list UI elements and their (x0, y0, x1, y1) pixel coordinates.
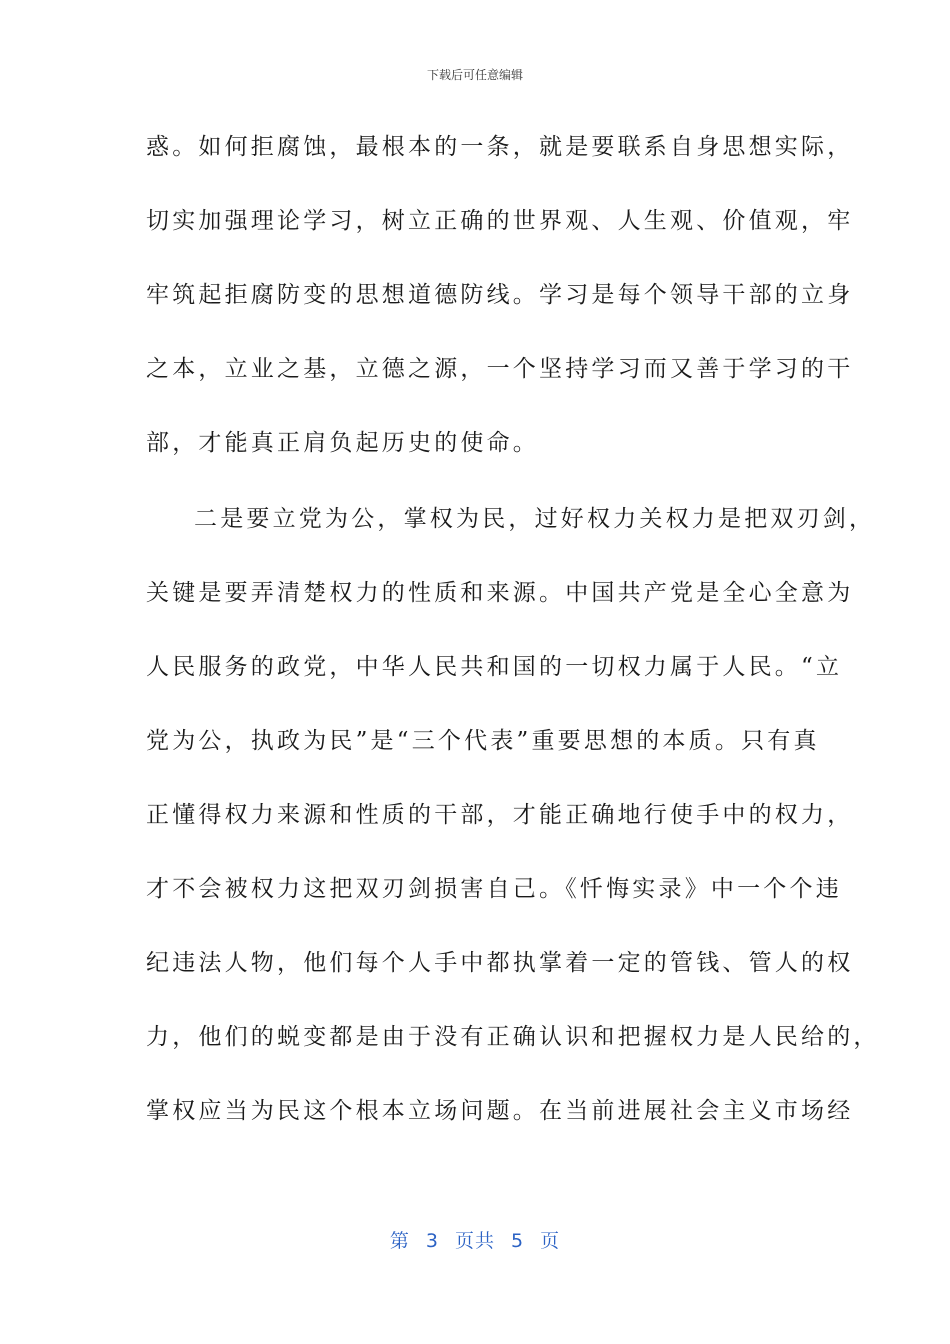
footer-total-pages: 5 (511, 1230, 525, 1252)
footer-middle: 页共 (454, 1230, 495, 1252)
body-line: 惑。如何拒腐蚀，最根本的一条，就是要联系自身思想实际， (146, 134, 854, 160)
page-header: 下载后可任意编辑 (426, 68, 523, 82)
footer-suffix: 页 (540, 1230, 561, 1252)
body-line: 人民服务的政党，中华人民共和国的一切权力属于人民。“立 (146, 654, 843, 680)
body-line-paragraph-start: 二是要立党为公，掌权为民，过好权力关权力是把双刃剑， (194, 506, 876, 532)
body-line: 纪违法人物，他们每个人手中都执掌着一定的管钱、管人的权 (146, 950, 854, 976)
footer-current-page: 3 (425, 1230, 439, 1252)
body-line: 部，才能真正肩负起历史的使命。 (146, 430, 539, 456)
body-line: 力，他们的蜕变都是由于没有正确认识和把握权力是人民给的， (146, 1024, 880, 1050)
page-footer (0, 1226, 950, 1253)
body-line: 切实加强理论学习，树立正确的世界观、人生观、价值观，牢 (146, 208, 854, 234)
body-line: 才不会被权力这把双刃剑损害自己。《忏悔实录》中一个个违 (146, 876, 842, 902)
body-line: 关键是要弄清楚权力的性质和来源。中国共产党是全心全意为 (146, 580, 854, 606)
body-line: 正懂得权力来源和性质的干部，才能正确地行使手中的权力， (146, 802, 854, 828)
body-line: 掌权应当为民这个根本立场问题。在当前进展社会主义市场经 (146, 1098, 854, 1124)
body-line: 党为公，执政为民”是“三个代表”重要思想的本质。只有真 (146, 728, 820, 754)
body-line: 之本，立业之基，立德之源，一个坚持学习而又善于学习的干 (146, 356, 854, 382)
footer-prefix: 第 (389, 1230, 410, 1252)
body-line: 牢筑起拒腐防变的思想道德防线。学习是每个领导干部的立身 (146, 282, 854, 308)
